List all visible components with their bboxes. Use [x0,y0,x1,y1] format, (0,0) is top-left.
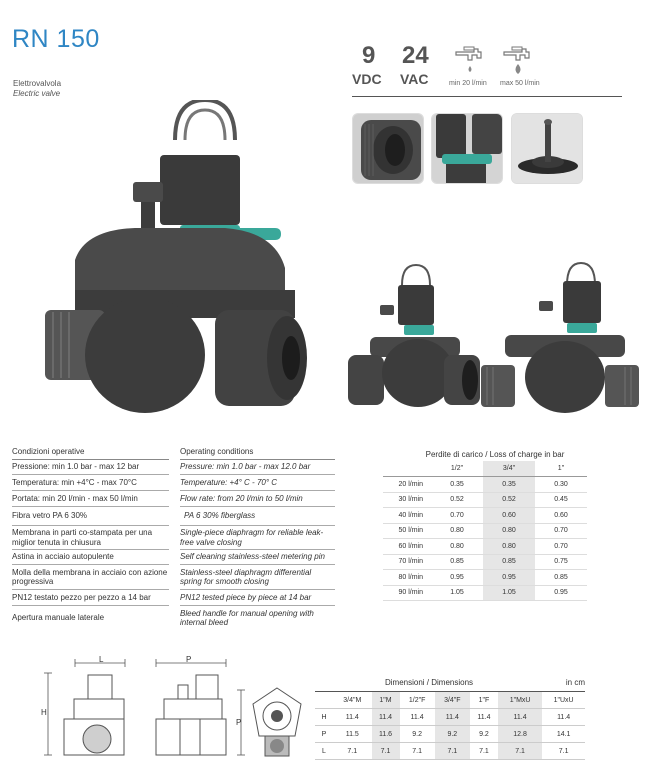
condition-row: PN12 testato pezzo per pezzo a 14 bar [12,590,169,606]
drawing-top-view [235,680,310,765]
condition-row: Single-piece diaphragm for reliable leak-free valve closing [180,526,335,550]
table-row: 70 l/min 0.85 0.85 0.75 [383,554,587,570]
dimension-label-l: L [99,655,104,664]
valve-main-photo [35,100,325,420]
dimensions-title: Dimensioni / Dimensions [385,678,474,687]
drawing-front-view [150,655,230,765]
table-row: P 11.5 11.6 9.2 9.2 9.2 12.8 14.1 [315,726,585,743]
loss-table-title: Perdite di carico / Loss of charge in bar [425,450,565,459]
dims-col-header: 3/4"M [333,692,372,709]
table-row: 50 l/min 0.80 0.80 0.70 [383,523,587,539]
dc-voltage-value: 9 [362,42,376,69]
dims-col-header: 1"MxU [498,692,542,709]
thumbnail-diaphragm [511,113,583,184]
condition-row: Flow rate: from 20 l/min to 50 l/min [180,491,335,507]
dims-col-header: 3/4"F [435,692,470,709]
conditions-it-table [12,446,169,630]
table-row: H 11.4 11.4 11.4 11.4 11.4 11.4 11.4 [315,709,585,726]
condition-row: Stainless-steel diaphragm differential spring for smooth closing [180,565,335,590]
ac-voltage-unit: VAC [400,71,429,87]
condition-row: Astina in acciaio autopulente [12,550,169,565]
condition-row: Temperature: +4° C - 70° C [180,475,335,491]
table-row: 20 l/min 0.35 0.35 0.30 [383,477,587,493]
loss-table [383,449,587,601]
dimension-label-p: P [186,655,192,664]
dimension-label-h: H [41,708,47,717]
table-row: 60 l/min 0.80 0.80 0.70 [383,539,587,555]
loss-col-header: 1" [535,461,587,477]
table-row: L 7.1 7.1 7.1 7.1 7.1 7.1 7.1 [315,743,585,760]
loss-col-header: 3/4" [483,461,535,477]
condition-row: Self cleaning stainless-steel metering pin [180,550,335,565]
conditions-it-header: Condizioni operative [12,446,169,460]
faucet-min-icon [454,46,484,78]
dims-col-header: 1"UxU [542,692,585,709]
dims-col-header: 1"F [470,692,498,709]
condition-row: Bleed handle for manual opening with internal bleed [180,608,314,627]
page-title: RN 150 [12,25,100,53]
valve-male-photo [475,255,645,420]
subtitle-it: Elettrovalvola [13,79,62,88]
condition-row: PN12 tested piece by piece at 14 bar [180,590,335,606]
thumbnail-solenoid [431,113,503,184]
loss-col-header: 1/2" [431,461,483,477]
conditions-en-header: Operating conditions [180,446,335,460]
spec-badges [352,44,622,96]
dimension-label-p-top: P [236,718,242,727]
min-flow-label: min 20 l/min [449,80,487,87]
condition-row: Molla della membrana in acciaio con azione progressiva [12,565,169,590]
faucet-max-icon [502,46,532,78]
condition-row: Portata: min 20 l/min - max 50 l/min [12,491,169,507]
thumbnail-outlet [352,113,424,184]
condition-row: Temperatura: min +4°C - max 70°C [12,475,169,491]
table-row: 90 l/min 1.05 1.05 0.95 [383,585,587,601]
condition-row: Membrana in parti co-stampata per una miglior tenuta in chiusura [12,526,169,550]
subtitle-en: Electric valve [13,89,61,98]
max-flow-label: max 50 l/min [500,80,540,87]
dims-col-header: 1"M [372,692,400,709]
condition-row: Fibra vetro PA 6 30% [12,507,169,526]
ac-voltage-value: 24 [402,42,429,69]
divider [352,96,622,97]
condition-row: Apertura manuale laterale [12,613,105,623]
dimensions-unit: in cm [565,678,585,687]
table-row: 80 l/min 0.95 0.95 0.85 [383,570,587,586]
table-row: 30 l/min 0.52 0.52 0.45 [383,492,587,508]
condition-row: PA 6 30% fiberglass [180,507,335,526]
dims-col-header: 1/2"F [400,692,435,709]
drawing-side-view [40,655,135,765]
conditions-en-table [180,446,335,630]
table-row: 40 l/min 0.70 0.60 0.60 [383,508,587,524]
condition-row: Pressure: min 1.0 bar - max 12.0 bar [180,460,335,475]
dc-voltage-unit: VDC [352,71,382,87]
valve-female-photo [340,255,490,415]
condition-row: Pressione: min 1.0 bar - max 12 bar [12,460,169,475]
